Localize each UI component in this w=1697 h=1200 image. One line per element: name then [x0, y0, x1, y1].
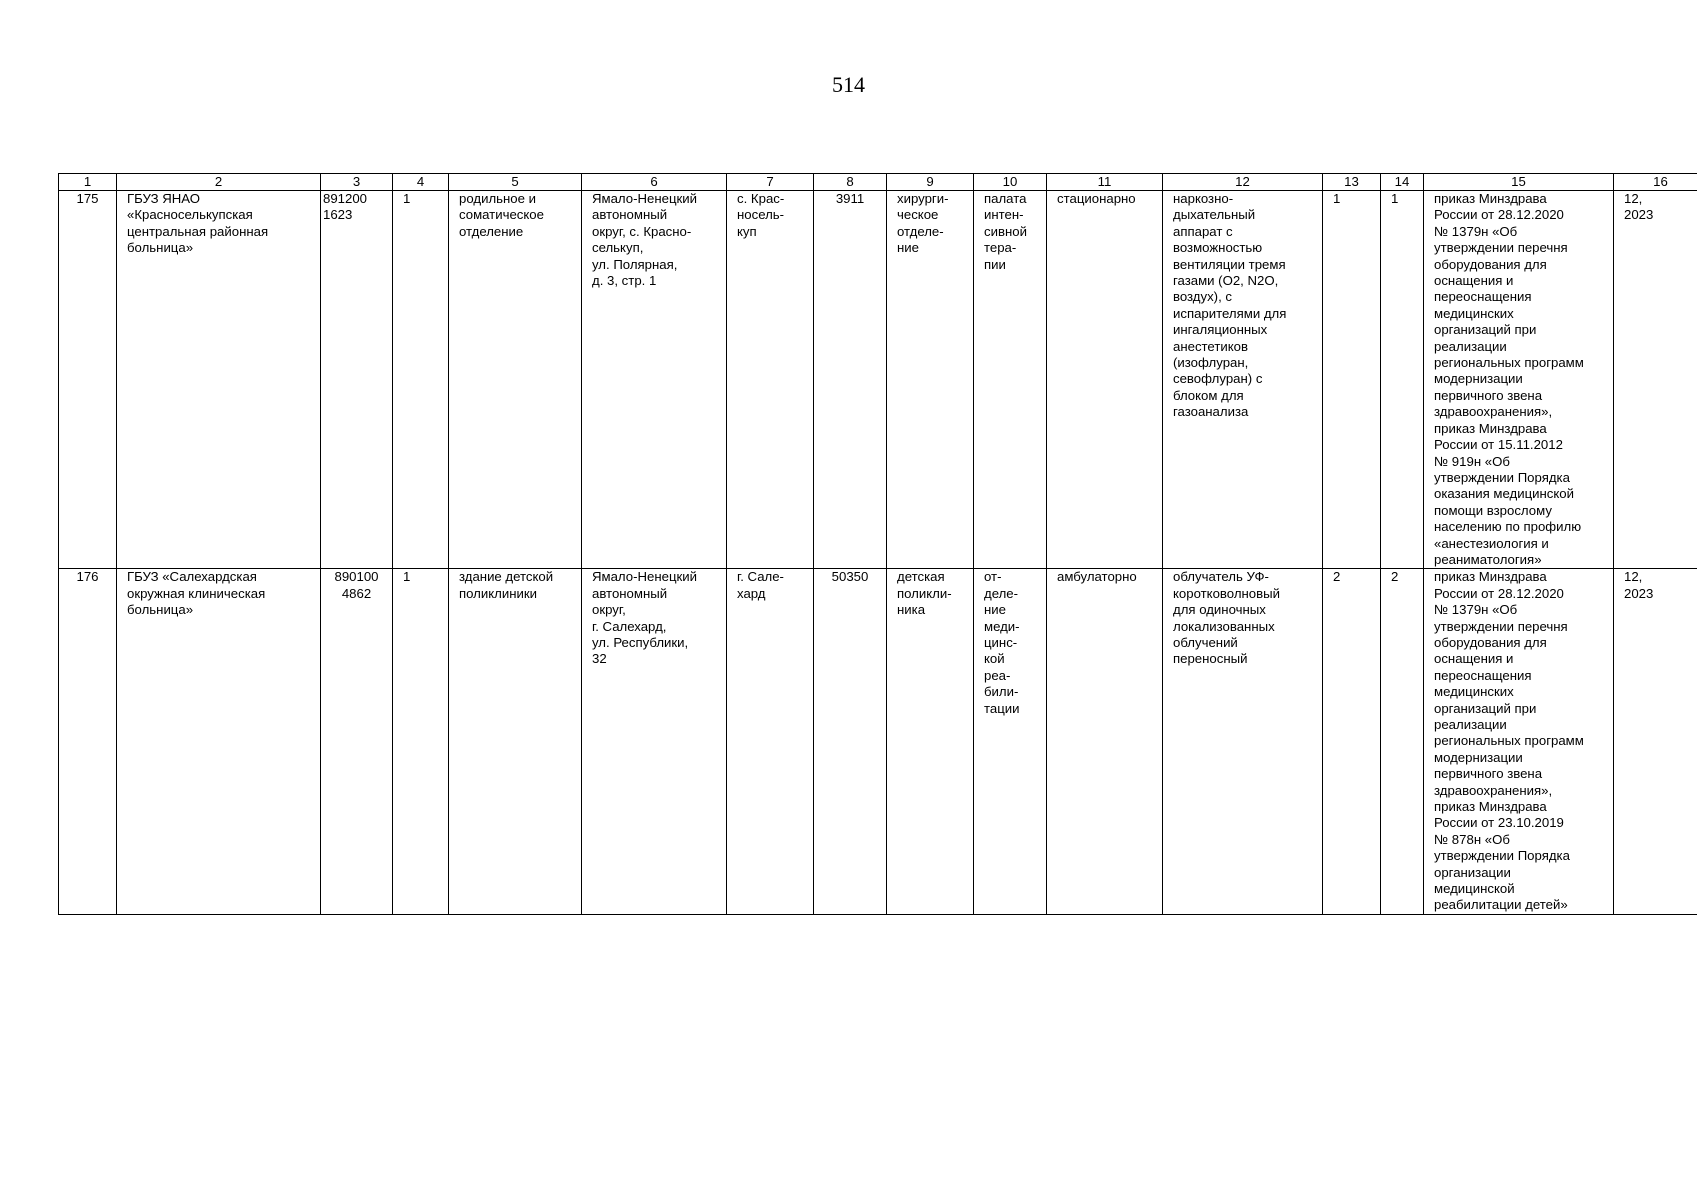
- department: хирурги- ческое отделе- ние: [887, 191, 974, 569]
- settlement: с. Крас- носель- куп: [727, 191, 814, 569]
- row-number: 176: [59, 569, 117, 915]
- department: детская поликли- ника: [887, 569, 974, 915]
- equipment-table: [58, 173, 1697, 915]
- column-header: 15: [1424, 174, 1614, 191]
- column-header: 9: [887, 174, 974, 191]
- quantity-cell: 1: [393, 191, 449, 569]
- equipment-name: наркозно- дыхательный аппарат с возможностью вентиляции тремя газами (О2, N2O, воздух), с испарителями для ингаляционных анестетиков (изофлуран, севофлуран) с блоком для газоанализа: [1163, 191, 1323, 569]
- legal-basis: приказ Минздрава России от 28.12.2020 № 1379н «Об утверждении перечня оборудования для оснащения и переоснащения медицинских организаций при реализации региональных программ модернизации первичного звена здравоохранения», приказ Минздрава России от 15.11.2012 № 919н «Об утверждении Порядка оказания медицинской помощи взрослому населению по профилю «анестезиология и реаниматология»: [1424, 191, 1614, 569]
- organization-code: 891200 1623: [321, 191, 393, 569]
- care-form: стационарно: [1047, 191, 1163, 569]
- unit: от- деле- ние меди- цинс- кой реа- били- тации: [974, 569, 1047, 915]
- column-header: 14: [1381, 174, 1424, 191]
- column-header: 16: [1614, 174, 1697, 191]
- organization-code: 890100 4862: [321, 569, 393, 915]
- column-header: 8: [814, 174, 887, 191]
- building-name: родильное и соматическое отделение: [449, 191, 582, 569]
- equipment-count: 2: [1381, 569, 1424, 915]
- row-number: 175: [59, 191, 117, 569]
- legal-basis: приказ Минздрава России от 28.12.2020 № 1379н «Об утверждении перечня оборудования для оснащения и переоснащения медицинских организаций при реализации региональных программ модернизации первичного звена здравоохранения», приказ Минздрава России от 23.10.2019 № 878н «Об утверждении Порядка организации медицинской реабилитации детей»: [1424, 569, 1614, 915]
- equipment-count: 1: [1323, 191, 1381, 569]
- page-number: 514: [832, 72, 865, 97]
- column-header: 11: [1047, 174, 1163, 191]
- table-row: [59, 569, 1697, 915]
- column-header: 4: [393, 174, 449, 191]
- column-header: 12: [1163, 174, 1323, 191]
- organization-name: ГБУЗ «Салехардская окружная клиническая больница»: [117, 569, 321, 915]
- care-form: амбулаторно: [1047, 569, 1163, 915]
- column-header: 2: [117, 174, 321, 191]
- equipment-count: 1: [1381, 191, 1424, 569]
- building-name: здание детской поликлиники: [449, 569, 582, 915]
- column-header: 6: [582, 174, 727, 191]
- table-row: [59, 191, 1697, 569]
- population: 3911: [814, 191, 887, 569]
- unit: палата интен- сивной тера- пии: [974, 191, 1047, 569]
- column-header: 1: [59, 174, 117, 191]
- address: Ямало-Ненецкий автономный округ, с. Красно- селькуп, ул. Полярная, д. 3, стр. 1: [582, 191, 727, 569]
- population: 50350: [814, 569, 887, 915]
- column-header: 13: [1323, 174, 1381, 191]
- column-header: 5: [449, 174, 582, 191]
- deadline: 12, 2023: [1614, 569, 1697, 915]
- settlement: г. Сале- хард: [727, 569, 814, 915]
- table-header: [59, 174, 1697, 191]
- quantity-cell: 1: [393, 569, 449, 915]
- column-header: 10: [974, 174, 1047, 191]
- column-header: 7: [727, 174, 814, 191]
- address: Ямало-Ненецкий автономный округ, г. Салехард, ул. Республики, 32: [582, 569, 727, 915]
- equipment-count: 2: [1323, 569, 1381, 915]
- organization-name: ГБУЗ ЯНАО «Красноселькупская центральная районная больница»: [117, 191, 321, 569]
- deadline: 12, 2023: [1614, 191, 1697, 569]
- equipment-name: облучатель УФ- коротковолновый для одиночных локализованных облучений переносный: [1163, 569, 1323, 915]
- column-header: 3: [321, 174, 393, 191]
